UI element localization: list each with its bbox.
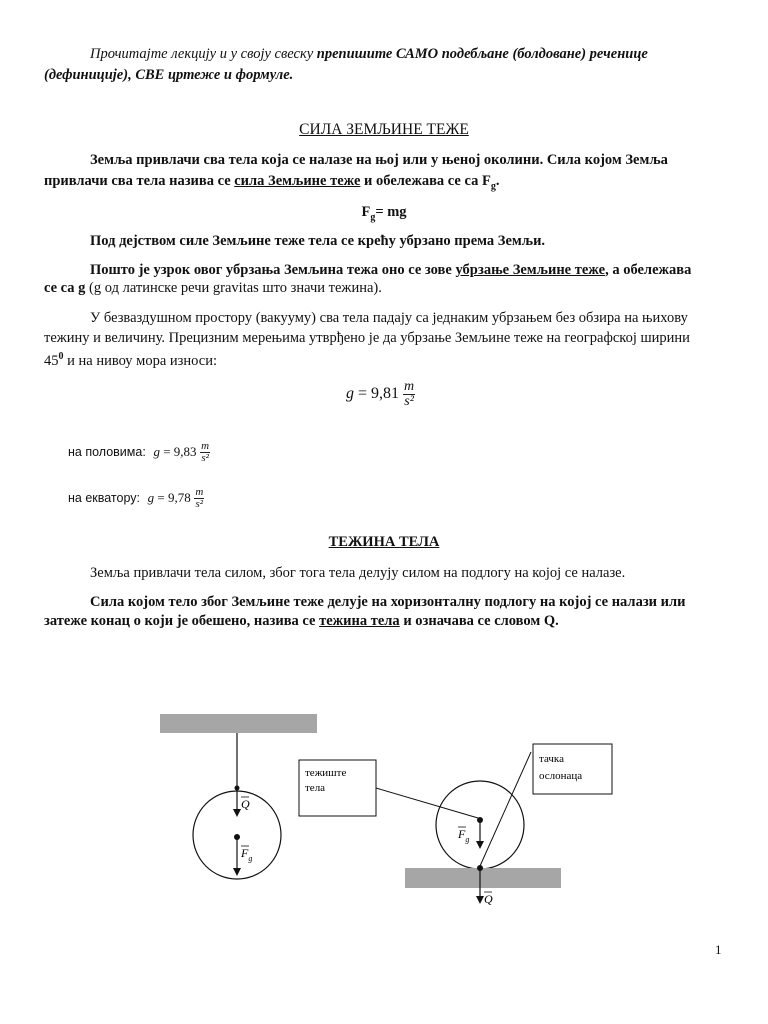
label-box-support <box>533 744 612 794</box>
formula-g-poles <box>68 441 210 464</box>
vector-f-label: $F_g$ <box>241 846 253 863</box>
gravity-p2: Под дејством силе Земљине теже тела се крећу убрзано према Земљи. <box>90 233 546 249</box>
formula-symbol: g <box>153 443 160 459</box>
unit-numerator: m <box>195 486 204 498</box>
weight-p2-line1: Сила којом тело због Земљине теже делује на хоризонталну подлогу на којој се налази или <box>90 594 686 610</box>
label-center-of-mass-1: тежиште <box>305 767 347 779</box>
ground-surface <box>405 868 561 888</box>
subscript: g <box>370 211 376 223</box>
weight-p1: Земља привлачи тела силом, због тога тела делују силом на подлогу на којој се налазе. <box>90 565 626 581</box>
term-gravity-acceleration: убрзање Земљине теже <box>455 262 606 278</box>
attachment-point <box>235 786 240 791</box>
unit-denominator: s² <box>404 394 414 409</box>
pointer-line-center <box>376 788 478 818</box>
formula-value: = 9,81 <box>354 385 400 403</box>
gravity-p4-line3 <box>44 351 217 370</box>
unit-fraction <box>403 380 415 409</box>
unit-numerator: m <box>404 379 415 394</box>
pointer-line-support <box>480 752 531 866</box>
subscript: g <box>490 180 496 192</box>
section-title-weight: ТЕЖИНА ТЕЛА <box>328 534 440 550</box>
label-support-1: тачка <box>539 753 564 765</box>
ceiling-support <box>160 714 317 733</box>
text-span: 45 <box>44 352 59 369</box>
gravity-p3-line1 <box>90 262 691 279</box>
superscript: 0 <box>58 351 64 362</box>
gravity-p4-line2: тежину и величину. Прецизним мерењима утврђено је да убрзање Земљине теже на географској ширини <box>44 330 690 346</box>
unit-fraction <box>194 487 204 510</box>
weight-diagram <box>0 690 768 920</box>
formula-value: = 9,78 <box>154 489 191 505</box>
text-span: (g од латинске речи gravitas што значи тежина). <box>85 280 382 296</box>
text-span: . <box>495 173 500 189</box>
intro-bold-1: препишите САМО подебљане (болдоване) реченице <box>316 46 648 62</box>
page-number: 1 <box>715 942 722 957</box>
vector-q-label: Q <box>241 797 250 811</box>
formula-fg <box>0 204 768 223</box>
gravity-p1-line2 <box>44 173 499 192</box>
label-equator: на екватору: <box>68 490 140 505</box>
formula-symbol: g <box>346 385 354 403</box>
text-span: Пошто је узрок овог убрзања Земљина тежа оно се зове <box>90 262 456 278</box>
unit-denominator: s² <box>195 498 204 510</box>
gravity-p4-line1: У безваздушном простору (вакууму) сва тела падају са једнаким убрзањем без обзира на њихову <box>90 310 688 326</box>
formula-rhs: = mg <box>375 204 407 220</box>
formula-value: = 9,83 <box>159 443 197 459</box>
text-span: , а обележава <box>605 262 692 278</box>
term-gravity-force: сила Земљине теже <box>234 173 361 189</box>
intro-line-2: (дефиниције), СВЕ цртеже и формуле. <box>44 67 294 83</box>
unit-denominator: s² <box>201 452 209 464</box>
gravity-p1-line1: Земља привлачи сва тела која се налазе на њој или у њеној околини. Сила којом Земља <box>90 152 668 168</box>
label-poles: на половима: <box>68 444 146 459</box>
unit-fraction <box>200 441 210 464</box>
text-span: се са g <box>44 280 86 296</box>
text-span: и на нивоу мора износи: <box>63 352 217 369</box>
formula-g-main <box>346 380 415 409</box>
label-center-of-mass-2: тела <box>305 782 326 794</box>
text-span: привлачи сва тела назива се <box>44 173 235 189</box>
vector-f-label-2: $F_g$ <box>458 827 470 844</box>
text-span: затеже конац о који је обешено, назива се <box>44 613 320 629</box>
intro-line-1 <box>90 46 648 63</box>
formula-symbol: g <box>147 489 155 505</box>
unit-numerator: m <box>201 440 210 452</box>
formula-g-equator <box>68 487 204 510</box>
formula-symbol: F <box>361 204 371 220</box>
section-title-gravity: СИЛА ЗЕМЉИНЕ ТЕЖЕ <box>299 121 469 138</box>
text-span: и означава се словом Q. <box>399 613 559 629</box>
term-body-weight: тежина тела <box>319 613 400 629</box>
text-span: и обележава се са F <box>360 173 491 189</box>
vector-q-label-2: Q <box>484 892 493 906</box>
gravity-p3-line2 <box>44 280 382 297</box>
label-support-2: ослонаца <box>539 770 583 782</box>
weight-p2-line2 <box>44 613 559 630</box>
intro-prefix: Прочитајте лекцију и у своју свеску <box>90 46 317 62</box>
